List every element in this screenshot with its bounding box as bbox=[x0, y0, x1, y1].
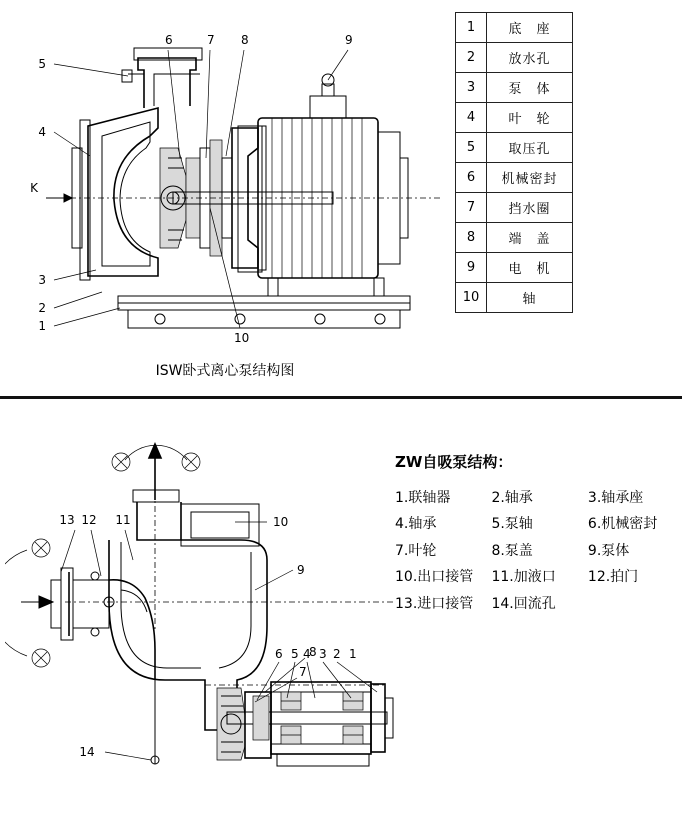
legend-row bbox=[395, 511, 675, 538]
callout-2: 2 bbox=[38, 301, 46, 315]
part-number: 4 bbox=[456, 103, 487, 133]
table-row bbox=[456, 43, 573, 73]
part-number: 6 bbox=[456, 163, 487, 193]
callout-1: 1 bbox=[349, 647, 357, 661]
legend-item-7: 7.叶轮 bbox=[395, 542, 437, 559]
part-number: 9 bbox=[456, 253, 487, 283]
panel-divider bbox=[0, 396, 682, 399]
callout-2: 2 bbox=[333, 647, 341, 661]
legend-item-13: 13.进口接管 bbox=[395, 595, 474, 612]
callout-6: 6 bbox=[165, 33, 173, 47]
callout-14: 14 bbox=[79, 745, 95, 759]
part-name: 挡水圈 bbox=[487, 193, 573, 223]
legend-row bbox=[395, 591, 675, 618]
callout-5: 5 bbox=[291, 647, 299, 661]
callout-7: 7 bbox=[207, 33, 215, 47]
isw-caption: ISW卧式离心泵结构图 bbox=[155, 363, 295, 379]
part-number: 1 bbox=[456, 13, 487, 43]
callout-8: 8 bbox=[241, 33, 249, 47]
part-name: 放水孔 bbox=[487, 43, 573, 73]
callout-9: 9 bbox=[345, 33, 353, 47]
part-name: 底 座 bbox=[487, 13, 573, 43]
table-row bbox=[456, 73, 573, 103]
legend-item-8: 8.泵盖 bbox=[491, 542, 533, 559]
part-name: 机械密封 bbox=[487, 163, 573, 193]
isw-pump-diagram bbox=[10, 8, 450, 348]
callout-1: 1 bbox=[38, 319, 46, 333]
legend-item-14: 14.回流孔 bbox=[491, 595, 556, 612]
part-name: 轴 bbox=[487, 283, 573, 313]
part-name: 电 机 bbox=[487, 253, 573, 283]
zw-pump-diagram bbox=[5, 430, 395, 830]
table-row bbox=[456, 283, 573, 313]
table-row bbox=[456, 253, 573, 283]
part-number: 10 bbox=[456, 283, 487, 313]
table-row bbox=[456, 193, 573, 223]
part-number: 7 bbox=[456, 193, 487, 223]
part-name: 取压孔 bbox=[487, 133, 573, 163]
part-name: 叶 轮 bbox=[487, 103, 573, 133]
callout-7: 7 bbox=[299, 665, 307, 679]
table-row bbox=[456, 133, 573, 163]
callout-3: 3 bbox=[319, 647, 327, 661]
part-name: 泵 体 bbox=[487, 73, 573, 103]
callout-13: 13 bbox=[59, 513, 75, 527]
legend-item-4: 4.轴承 bbox=[395, 516, 437, 533]
callout-8: 8 bbox=[309, 645, 317, 659]
legend-item-9: 9.泵体 bbox=[587, 542, 630, 559]
legend-item-1: 1.联轴器 bbox=[395, 489, 451, 506]
legend-item-12: 12.拍门 bbox=[587, 569, 639, 586]
callout-6: 6 bbox=[275, 647, 283, 661]
table-row bbox=[456, 163, 573, 193]
legend-item-6: 6.机械密封 bbox=[587, 516, 658, 533]
zw-legend-title: ZW自吸泵结构： bbox=[395, 453, 513, 471]
legend-item-3: 3.轴承座 bbox=[587, 489, 644, 506]
legend-item-11: 11.加液口 bbox=[491, 569, 556, 586]
callout-10: 10 bbox=[273, 515, 289, 529]
callout-12: 12 bbox=[81, 513, 97, 527]
part-number: 2 bbox=[456, 43, 487, 73]
legend-item-10: 10.出口接管 bbox=[395, 569, 474, 586]
callout-4: 4 bbox=[38, 125, 46, 139]
zw-legend bbox=[395, 448, 675, 617]
callout-4: 4 bbox=[303, 647, 311, 661]
callout-10: 10 bbox=[234, 331, 250, 345]
legend-row bbox=[395, 485, 675, 512]
legend-row bbox=[395, 538, 675, 565]
callout-11: 11 bbox=[115, 513, 131, 527]
flow-label-k: K bbox=[30, 181, 38, 195]
isw-pump-panel bbox=[0, 0, 682, 398]
parts-table bbox=[455, 12, 573, 313]
legend-item-2: 2.轴承 bbox=[491, 489, 533, 506]
callout-3: 3 bbox=[38, 273, 46, 287]
callout-9: 9 bbox=[297, 563, 305, 577]
part-number: 5 bbox=[456, 133, 487, 163]
part-number: 3 bbox=[456, 73, 487, 103]
part-name: 端 盖 bbox=[487, 223, 573, 253]
legend-item-5: 5.泵轴 bbox=[491, 516, 533, 533]
table-row bbox=[456, 223, 573, 253]
table-row bbox=[456, 13, 573, 43]
zw-pump-panel bbox=[0, 400, 682, 833]
part-number: 8 bbox=[456, 223, 487, 253]
legend-row bbox=[395, 564, 675, 591]
table-row bbox=[456, 103, 573, 133]
callout-5: 5 bbox=[38, 57, 46, 71]
